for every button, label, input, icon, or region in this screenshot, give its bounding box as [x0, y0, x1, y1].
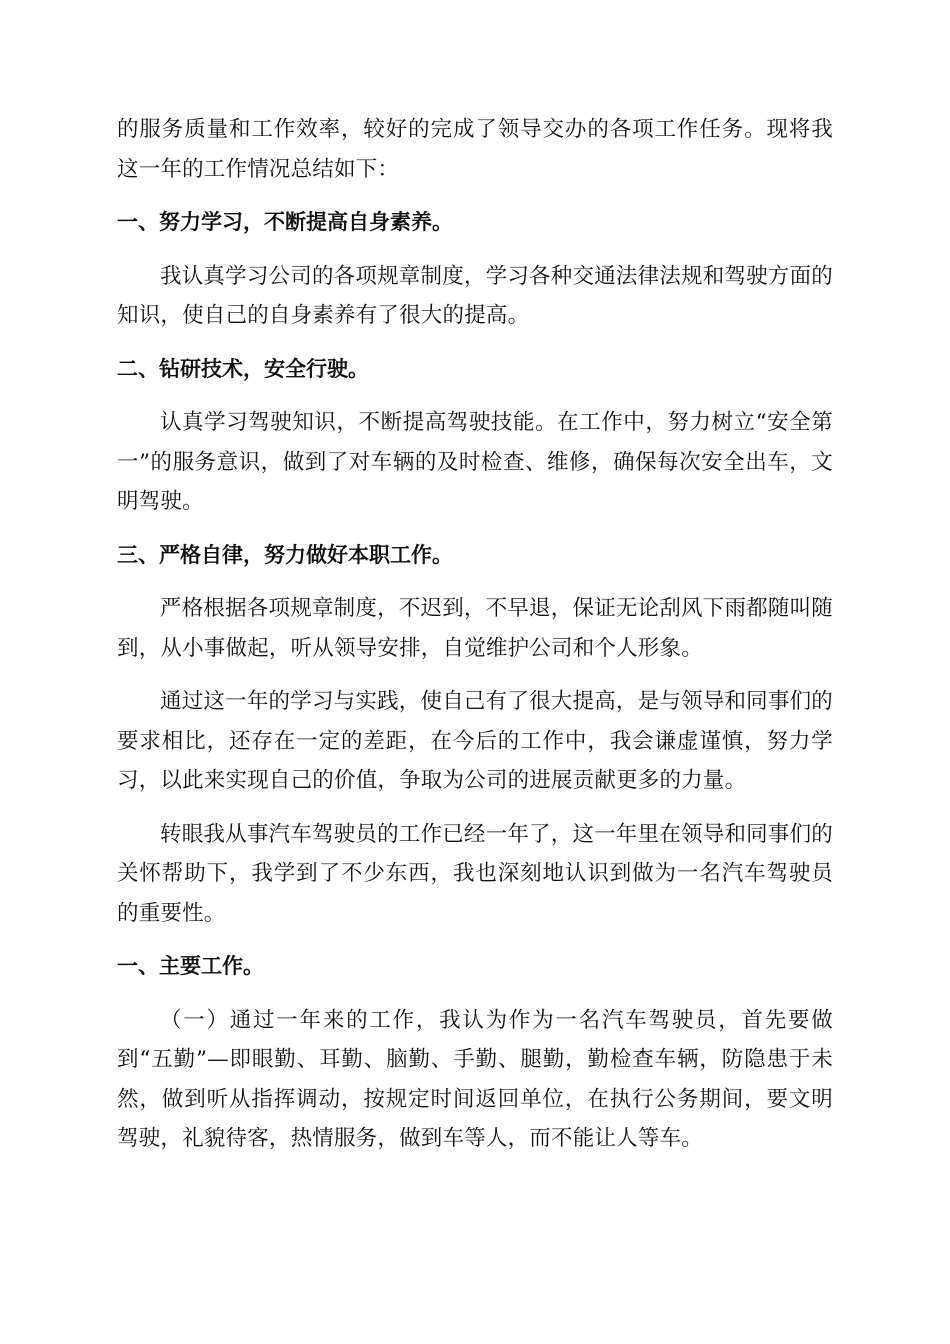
heading-discipline: 三、严格自律，努力做好本职工作。	[117, 542, 453, 567]
heading-main-work: 一、主要工作。	[117, 954, 264, 978]
heading-study: 一、努力学习，不断提高自身素养。	[117, 210, 453, 234]
paragraph-intro-2: 转眼我从事汽车驾驶员的工作已经一年了，这一年里在领导和同事们的关怀帮助下，我学到了不少东西，我也深刻地认识到做为一名汽车驾驶员的重要性。	[117, 821, 833, 926]
heading-technique: 二、钻研技术，安全行驶。	[117, 356, 369, 381]
paragraph-technique: 认真学习驾驶知识，不断提高驾驶技能。在工作中，努力树立“安全第一”的服务意识，做到了对车辆的及时检查、维修，确保每次安全出车，文明驾驶。	[117, 410, 833, 514]
paragraph-reflection: 通过这一年的学习与实践，使自己有了很大提高，是与领导和同事们的要求相比，还存在一定的差距，在今后的工作中，我会谦虚谨慎，努力学习，以此来实现自己的价值，争取为公司的进展贡献更多的力量。	[117, 689, 833, 793]
paragraph-main-work: （一）通过一年来的工作，我认为作为一名汽车驾驶员，首先要做到“五勤”—即眼勤、耳勤、脑勤、手勤、腿勤，勤检查车辆，防隐患于未然，做到听从指挥调动，按规定时间返回单位，在执行公务期间，要文明驾驶，礼貌待客，热情服务，做到车等人，而不能让人等车。	[117, 1007, 833, 1151]
paragraph-discipline: 严格根据各项规章制度，不迟到，不早退，保证无论刮风下雨都随叫随到，从小事做起，听从领导安排，自觉维护公司和个人形象。	[117, 596, 833, 661]
document-body	[117, 110, 833, 1159]
paragraph-study: 我认真学习公司的各项规章制度，学习各种交通法律法规和驾驶方面的知识，使自己的自身素养有了很大的提高。	[117, 263, 833, 328]
paragraph-intro: 的服务质量和工作效率，较好的完成了领导交办的各项工作任务。现将我这一年的工作情况总结如下：	[117, 117, 833, 182]
